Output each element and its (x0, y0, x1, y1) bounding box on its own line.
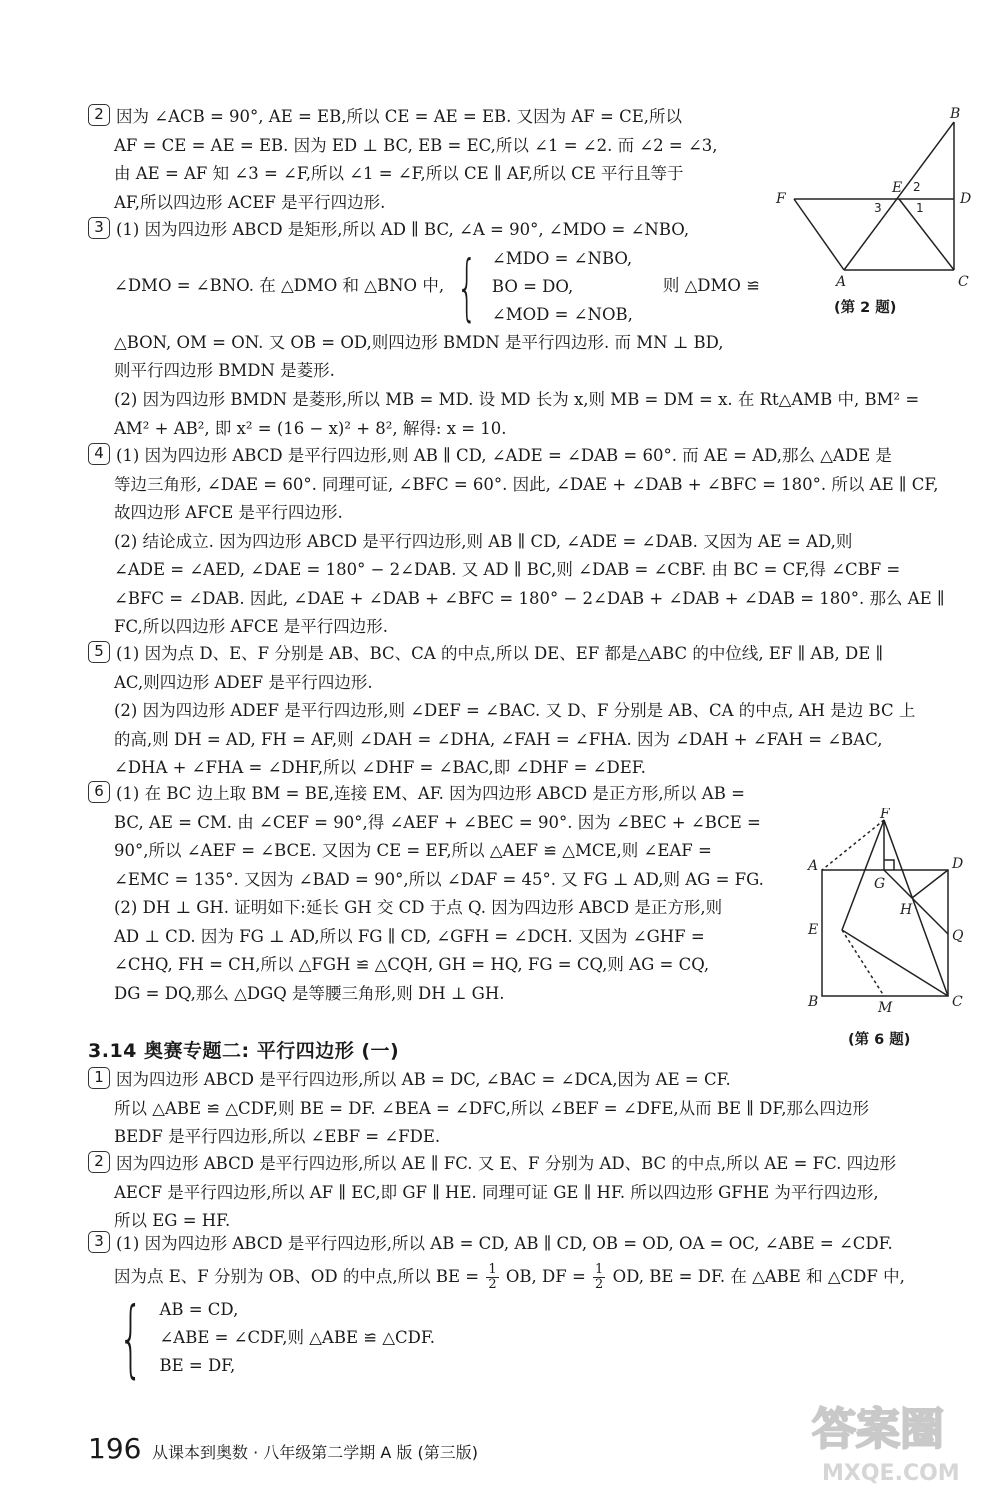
label-a: A (808, 858, 819, 874)
brace-icon: { (456, 244, 478, 329)
fraction-half: $\frac{1}{2}$ (488, 1261, 497, 1292)
answer-line: (1) 因为点 D、E、F 分别是 AB、BC、CA 的中点,所以 DE、EF 都是△ABC 的中位线, EF ∥ AB, DE ∥ (116, 644, 884, 663)
answer-line: FC,所以四边形 AFCE 是平行四边形. (114, 617, 388, 636)
answer-line: 等边三角形, ∠DAE = 60°. 同理可证, ∠BFC = 60°. 因此, ∠DAE + ∠DAB + ∠BFC = 180°. 所以 AE ∥ CF, (114, 474, 939, 494)
answer-line: 故四边形 AFCE 是平行四边形. (114, 503, 343, 522)
brace-system-line (88, 245, 778, 329)
label-a: A (836, 274, 847, 290)
answer-line: 由 AE = AF 知 ∠3 = ∠F,所以 ∠1 = ∠F,所以 CE ∥ AF,所以 CE 平行且等于 (114, 164, 684, 183)
figure-6-caption: (第 6 题) (848, 1032, 911, 1048)
question-number: 4 (88, 443, 110, 465)
answer-line: ∠DHA + ∠FHA = ∠DHF,所以 ∠DHF = ∠BAC,即 ∠DHF = ∠DEF. (114, 758, 646, 777)
svg-text:MXQE.COM: MXQE.COM (822, 1461, 960, 1486)
answer-line: (2) DH ⊥ GH. 证明如下:延长 GH 交 CD 于点 Q. 因为四边形 ABCD 是正方形,则 (114, 898, 723, 917)
answer-line: ∠ADE = ∠AED, ∠DAE = 180° − 2∠DAB. 又 AD ∥ BC,则 ∠DAB = ∠CBF. 由 BC = CF,得 ∠CBF = (114, 560, 901, 579)
segment-fc (884, 820, 948, 996)
figure-2-diagram (770, 100, 980, 300)
brace-conditions (492, 245, 633, 329)
answer-line: (1) 因为四边形 ABCD 是矩形,所以 AD ∥ BC, ∠A = 90°, ∠MDO = ∠NBO, (116, 220, 690, 239)
answer-line-with-fractions (88, 1263, 968, 1292)
answer-line: AF = CE = AE = EB. 因为 ED ⊥ BC, EB = EC,所以 ∠1 = ∠2. 而 ∠2 = ∠3, (114, 135, 718, 155)
label-f: F (880, 808, 890, 822)
label-f: F (776, 191, 786, 207)
book-title: 从课本到奥数 · 八年级第二学期 A 版 (第三版) (152, 1443, 478, 1462)
answer-line: AM² + AB², 即 x² = (16 − x)² + 8², 解得: x = 10. (114, 418, 507, 438)
angle-1: 1 (916, 201, 924, 215)
answer-line: ∠BFC = ∠DAB. 因此, ∠DAE + ∠DAB + ∠BFC = 180° − 2∠DAB + ∠DAB + ∠DAB = 180°. 那么 AE ∥ (114, 588, 945, 608)
answer-3-part2 (88, 386, 968, 443)
answer-line: AC,则四边形 ADEF 是平行四边形. (114, 672, 373, 692)
segment-ec (842, 930, 948, 996)
question-number: 5 (88, 641, 110, 663)
answer-line: ∠DMO = ∠BNO. 在 △DMO 和 △BNO 中, (114, 276, 445, 296)
question-number: 2 (88, 1151, 110, 1173)
condition: ∠MDO = ∠NBO, (491, 248, 633, 268)
fraction-half: $\frac{1}{2}$ (595, 1261, 604, 1292)
answer-line: BC, AE = CM. 由 ∠CEF = 90°,得 ∠AEF + ∠BEC = 90°. 因为 ∠BEC + ∠BCE = (114, 812, 761, 832)
answer-line: (1) 因为四边形 ABCD 是平行四边形,则 AB ∥ CD, ∠ADE = ∠DAB = 60°. 而 AE = AD,那么 △ADE 是 (116, 446, 892, 465)
answer-line: 则 △DMO ≌ (662, 276, 760, 296)
answer-line: 所以 △ABE ≌ △CDF,则 BE = DF. ∠BEA = ∠DFC,所以 ∠BEF = ∠DFE,从而 BE ∥ DF,那么四边形 (114, 1098, 870, 1118)
label-d: D (952, 856, 964, 872)
answer-line: (1) 在 BC 边上取 BM = BE,连接 EM、AF. 因为四边形 ABCD 是正方形,所以 AB = (116, 784, 745, 803)
answer-line: △BON, OM = ON. 又 OB = OD,则四边形 BMDN 是平行四边形. 而 MN ⊥ BD, (114, 332, 724, 352)
section-title: 3.14 奥赛专题二: 平行四边形 (一) (88, 1040, 400, 1062)
answer-line: 因为四边形 ABCD 是平行四边形,所以 AB = DC, ∠BAC = ∠DCA,因为 AE = CF. (116, 1070, 731, 1089)
segment-hd (912, 870, 948, 898)
label-b: B (808, 994, 819, 1010)
answer-b3 (88, 1230, 968, 1387)
condition: BE = DF, (159, 1355, 236, 1375)
angle-2: 2 (913, 180, 921, 194)
segment-fa (794, 199, 844, 270)
page-number: 196 (88, 1432, 142, 1465)
question-number: 2 (88, 104, 110, 126)
answer-line: BEDF 是平行四边形,所以 ∠EBF = ∠FDE. (114, 1127, 441, 1146)
answer-line: AD ⊥ CD. 因为 FG ⊥ AD,所以 FG ∥ CD, ∠GFH = ∠DCH. 又因为 ∠GHF = (114, 926, 705, 946)
answer-line: ∠EMC = 135°. 又因为 ∠BAD = 90°,所以 ∠DAF = 45°. 又 FG ⊥ AD,则 AG = FG. (114, 869, 764, 889)
text: 因为点 E、F 分别为 OB、OD 的中点,所以 BE = (114, 1266, 480, 1286)
answer-b1 (88, 1066, 968, 1152)
brace-icon: { (118, 1288, 143, 1387)
answer-line: (2) 结论成立. 因为四边形 ABCD 是平行四边形,则 AB ∥ CD, ∠ADE = ∠DAB. 又因为 AE = AD,则 (114, 531, 853, 551)
condition: AB = CD, (159, 1299, 239, 1319)
label-m: M (878, 1000, 893, 1016)
condition: BO = DO, (491, 276, 574, 296)
text: OD, BE = DF. 在 △ABE 和 △CDF 中, (612, 1266, 905, 1286)
answer-line: 所以 EG = HF. (114, 1211, 231, 1230)
answer-line: 因为 ∠ACB = 90°, AE = EB,所以 CE = AE = EB. 又因为 AF = CE,所以 (116, 107, 682, 126)
right-angle-mark (884, 860, 894, 870)
answer-line: (1) 因为四边形 ABCD 是平行四边形,所以 AB = CD, AB ∥ CD, OB = OD, OA = OC, ∠ABE = ∠CDF. (116, 1234, 893, 1253)
label-c: C (952, 994, 963, 1010)
answer-6 (88, 780, 778, 1008)
label-g: G (874, 876, 886, 892)
answer-5 (88, 640, 968, 783)
segment-gq (884, 870, 948, 934)
answer-line: 则平行四边形 BMDN 是菱形. (114, 361, 335, 380)
label-b: B (950, 106, 961, 122)
condition: ∠MOD = ∠NOB, (491, 304, 633, 324)
figure-2-caption: (第 2 题) (834, 300, 897, 316)
question-number: 3 (88, 217, 110, 239)
question-number: 6 (88, 781, 110, 803)
segment-em (842, 930, 884, 996)
brace-conditions (159, 1296, 435, 1380)
answer-line: (2) 因为四边形 ADEF 是平行四边形,则 ∠DEF = ∠BAC. 又 D、F 分别是 AB、CA 的中点, AH 是边 BC 上 (114, 701, 916, 720)
figure-6-diagram (800, 808, 980, 1018)
answer-line: AECF 是平行四边形,所以 AF ∥ EC,即 GF ∥ HE. 同理可证 GE ∥ HF. 所以四边形 GFHE 为平行四边形, (114, 1182, 879, 1202)
answer-line: ∠CHQ, FH = CH,所以 △FGH ≌ △CQH, GH = HQ, FG = CQ,则 AG = CQ, (114, 955, 710, 974)
question-number: 3 (88, 1231, 110, 1253)
answer-line: 因为四边形 ABCD 是平行四边形,所以 AE ∥ FC. 又 E、F 分别为 AD、BC 的中点,所以 AE = FC. 四边形 (116, 1154, 897, 1173)
watermark-logo (808, 1392, 980, 1488)
segment-ec (899, 199, 954, 270)
label-q: Q (952, 928, 964, 944)
question-number: 1 (88, 1067, 110, 1089)
angle-3: 3 (874, 201, 882, 215)
answer-line: AF,所以四边形 ACEF 是平行四边形. (114, 192, 386, 212)
label-d: D (960, 191, 972, 207)
answer-3 (88, 216, 778, 386)
text: OB, DF = (505, 1266, 586, 1286)
answer-b2 (88, 1150, 968, 1236)
answer-2 (88, 103, 778, 217)
label-c: C (958, 274, 969, 290)
answer-line: 的高,则 DH = AD, FH = AF,则 ∠DAH = ∠DHA, ∠FAH = ∠FHA. 因为 ∠DAH + ∠FAH = ∠BAC, (114, 729, 883, 749)
answer-line: (2) 因为四边形 BMDN 是菱形,所以 MB = MD. 设 MD 长为 x,则 MB = DM = x. 在 Rt△AMB 中, BM² = (114, 390, 920, 409)
svg-text:答案圈: 答案圈 (812, 1404, 944, 1455)
label-e: E (808, 922, 819, 938)
condition: ∠ABE = ∠CDF,则 △ABE ≌ △CDF. (159, 1327, 435, 1347)
answer-line: DG = DQ,那么 △DGQ 是等腰三角形,则 DH ⊥ GH. (114, 983, 505, 1003)
answer-4 (88, 442, 968, 642)
brace-system (88, 1288, 968, 1387)
answer-line: 90°,所以 ∠AEF = ∠BCE. 又因为 CE = EF,所以 △AEF ≌ △MCE,则 ∠EAF = (114, 841, 712, 860)
label-e: E (892, 180, 903, 196)
label-h: H (900, 902, 913, 918)
